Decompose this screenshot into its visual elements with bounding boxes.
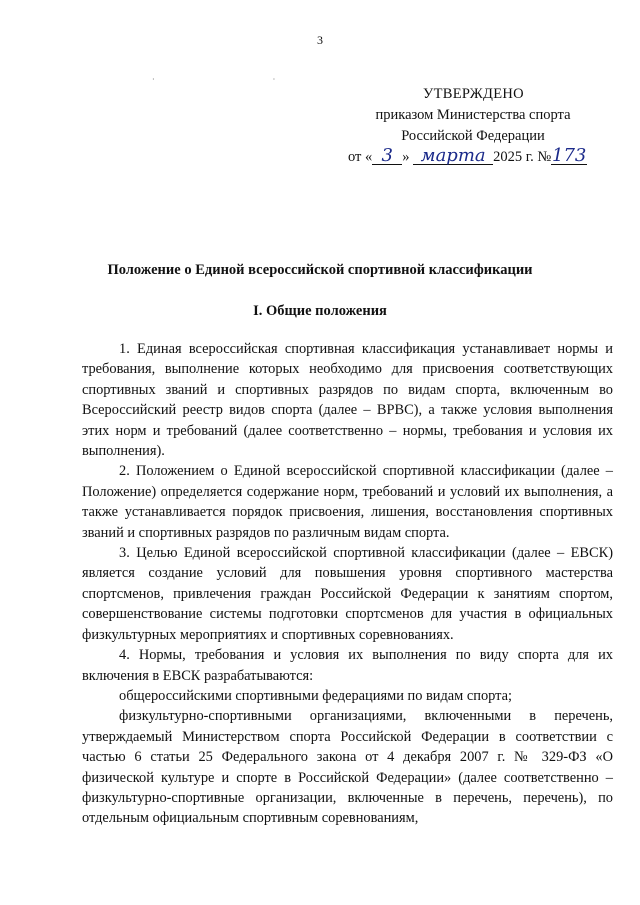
handwritten-month: марта <box>413 148 493 165</box>
approval-line-country: Российской Федерации <box>401 128 545 144</box>
scan-specks: · · <box>152 75 334 84</box>
handwritten-day: 3 <box>372 148 402 165</box>
date-prefix: от « <box>348 149 373 165</box>
date-year: 2025 г. № <box>493 149 552 165</box>
paragraph-5: общероссийскими спортивными федерациями по видам спорта; <box>119 687 513 704</box>
paragraph-6: физкультурно-спортивными организациями, включенными в перечень, утверждаемый Министерством спорта Российской Федерации в соответствии с частью 6 статьи 25 Федерального закона от 4 декабря 2007 г. № 329-ФЗ «О физической культуре и спорте в Российской Федерации» (далее соответственно – физкультурно-спортивные организации, включенные в перечень, перечень), по отдельным официальным спортивным соревнованиям, <box>82 708 613 827</box>
approval-stamp: УТВЕРЖДЕНО <box>423 86 524 102</box>
handwritten-order-number: 173 <box>552 145 587 166</box>
body-text <box>82 339 613 829</box>
approval-line-ministry: приказом Министерства спорта <box>375 107 571 123</box>
approval-date-line <box>348 147 598 168</box>
approval-block <box>348 84 598 168</box>
section-title: I. Общие положения <box>253 303 387 319</box>
page-number: 3 <box>317 33 323 47</box>
paragraph-4: 4. Нормы, требования и условия их выполнения по виду спорта для их включения в ЕВСК разрабатываются: <box>82 647 613 684</box>
date-day-close: » <box>402 149 410 165</box>
paragraph-3: 3. Целью Единой всероссийской спортивной классификации (далее – ЕВСК) является создание условий для повышения уровня спортивного мастерства спортсменов, привлечения граждан Российской Федерации к занятиям спортом, совершенствование системы подготовки спортсменов для участия в официальных физкультурных мероприятиях и спортивных соревнованиях. <box>82 545 613 643</box>
document-title: Положение о Единой всероссийской спортивной классификации <box>107 262 533 278</box>
paragraph-2: 2. Положением о Единой всероссийской спортивной классификации (далее – Положение) определяется содержание норм, требований и условий их выполнения, а также устанавливается порядок присвоения, лишения, восстановления спортивных званий и спортивных разрядов по различным видам спорта. <box>82 463 613 541</box>
paragraph-1: 1. Единая всероссийская спортивная классификация устанавливает нормы и требования, выполнение которых необходимо для присвоения соответствующих спортивных званий и спортивных разрядов по видам спорта, включенным во Всероссийский реестр видов спорта (далее – ВРВС), а также условия выполнения этих норм и требований (далее соответственно – нормы, требования и условия их выполнения). <box>82 341 613 460</box>
